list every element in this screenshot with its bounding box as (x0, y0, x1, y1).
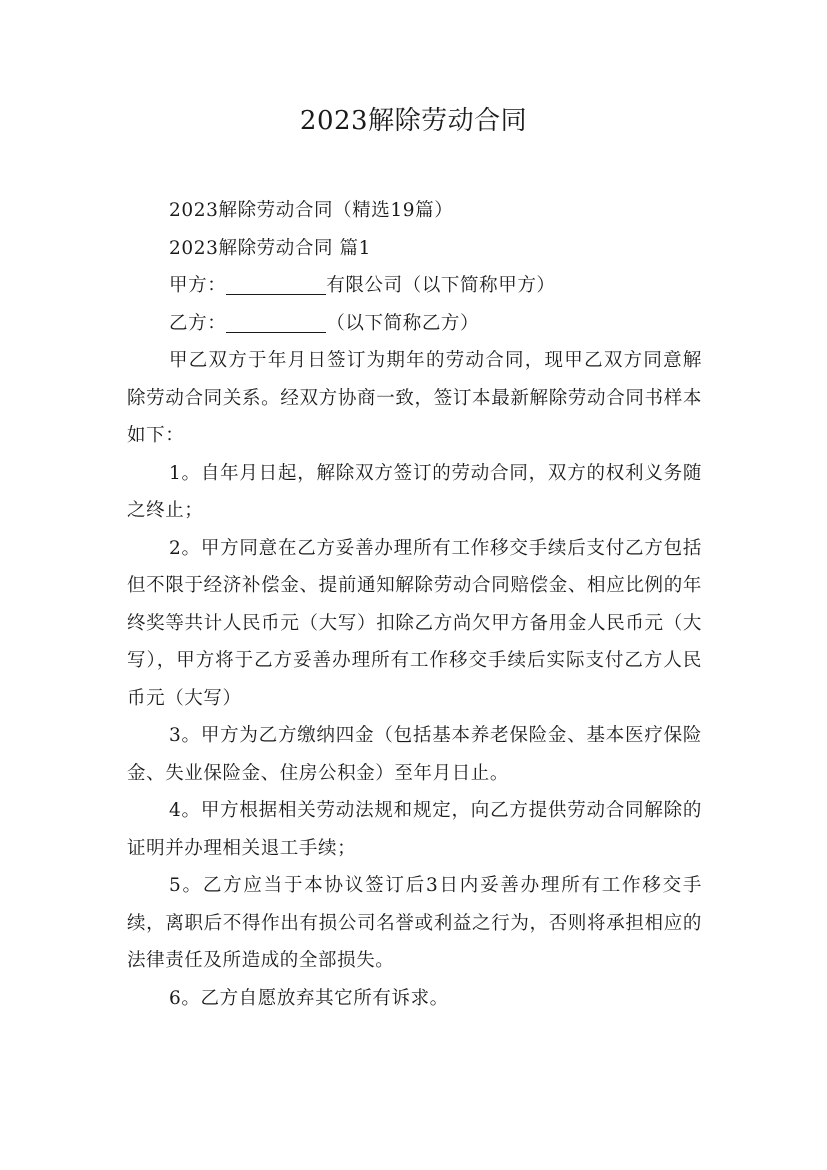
party-b-blank (226, 312, 326, 333)
party-b-label: 乙方： (169, 312, 227, 334)
party-b-suffix: （以下简称乙方） (326, 312, 480, 334)
clause-4: 4。甲方根据相关劳动法规和规定，向乙方提供劳动合同解除的证明并办理相关退工手续； (127, 800, 702, 859)
party-a-blank (226, 274, 326, 295)
document-title: 2023解除劳动合同 (299, 106, 528, 136)
clause-5: 5。乙方应当于本协议签订后3日内妥善办理所有工作移交手续，离职后不得作出有损公司名誉或利益之行为，否则将承担相应的法律责任及所造成的全部损失。 (127, 875, 702, 971)
document-subtitle: 2023解除劳动合同（精选19篇） (169, 200, 454, 221)
intro-paragraph: 甲乙双方于年月日签订为期年的劳动合同，现甲乙双方同意解除劳动合同关系。经双方协商一致，签订本最新解除劳动合同书样本如下： (127, 350, 702, 446)
clause-2: 2。甲方同意在乙方妥善办理所有工作移交手续后支付乙方包括但不限于经济补偿金、提前通知解除劳动合同赔偿金、相应比例的年终奖等共计人民币元（大写）扣除乙方尚欠甲方备用金人民币元（大写），甲方将于乙方妥善办理所有工作移交手续后实际支付乙方人民币元（大写） (127, 537, 702, 709)
party-b-line (127, 305, 702, 343)
party-a-suffix: 有限公司（以下简称甲方） (326, 275, 556, 296)
clause-3: 3。甲方为乙方缴纳四金（包括基本养老保险金、基本医疗保险金、失业保险金、住房公积金）至年月日止。 (127, 725, 702, 784)
party-a-line (127, 267, 702, 305)
clause-6: 6。乙方自愿放弃其它所有诉求。 (169, 987, 449, 1009)
document-body (127, 192, 702, 1017)
section-heading: 2023解除劳动合同 篇1 (169, 237, 372, 259)
clause-1: 1。自年月日起，解除双方签订的劳动合同，双方的权利义务随之终止； (127, 462, 702, 521)
party-a-label: 甲方： (169, 275, 227, 296)
